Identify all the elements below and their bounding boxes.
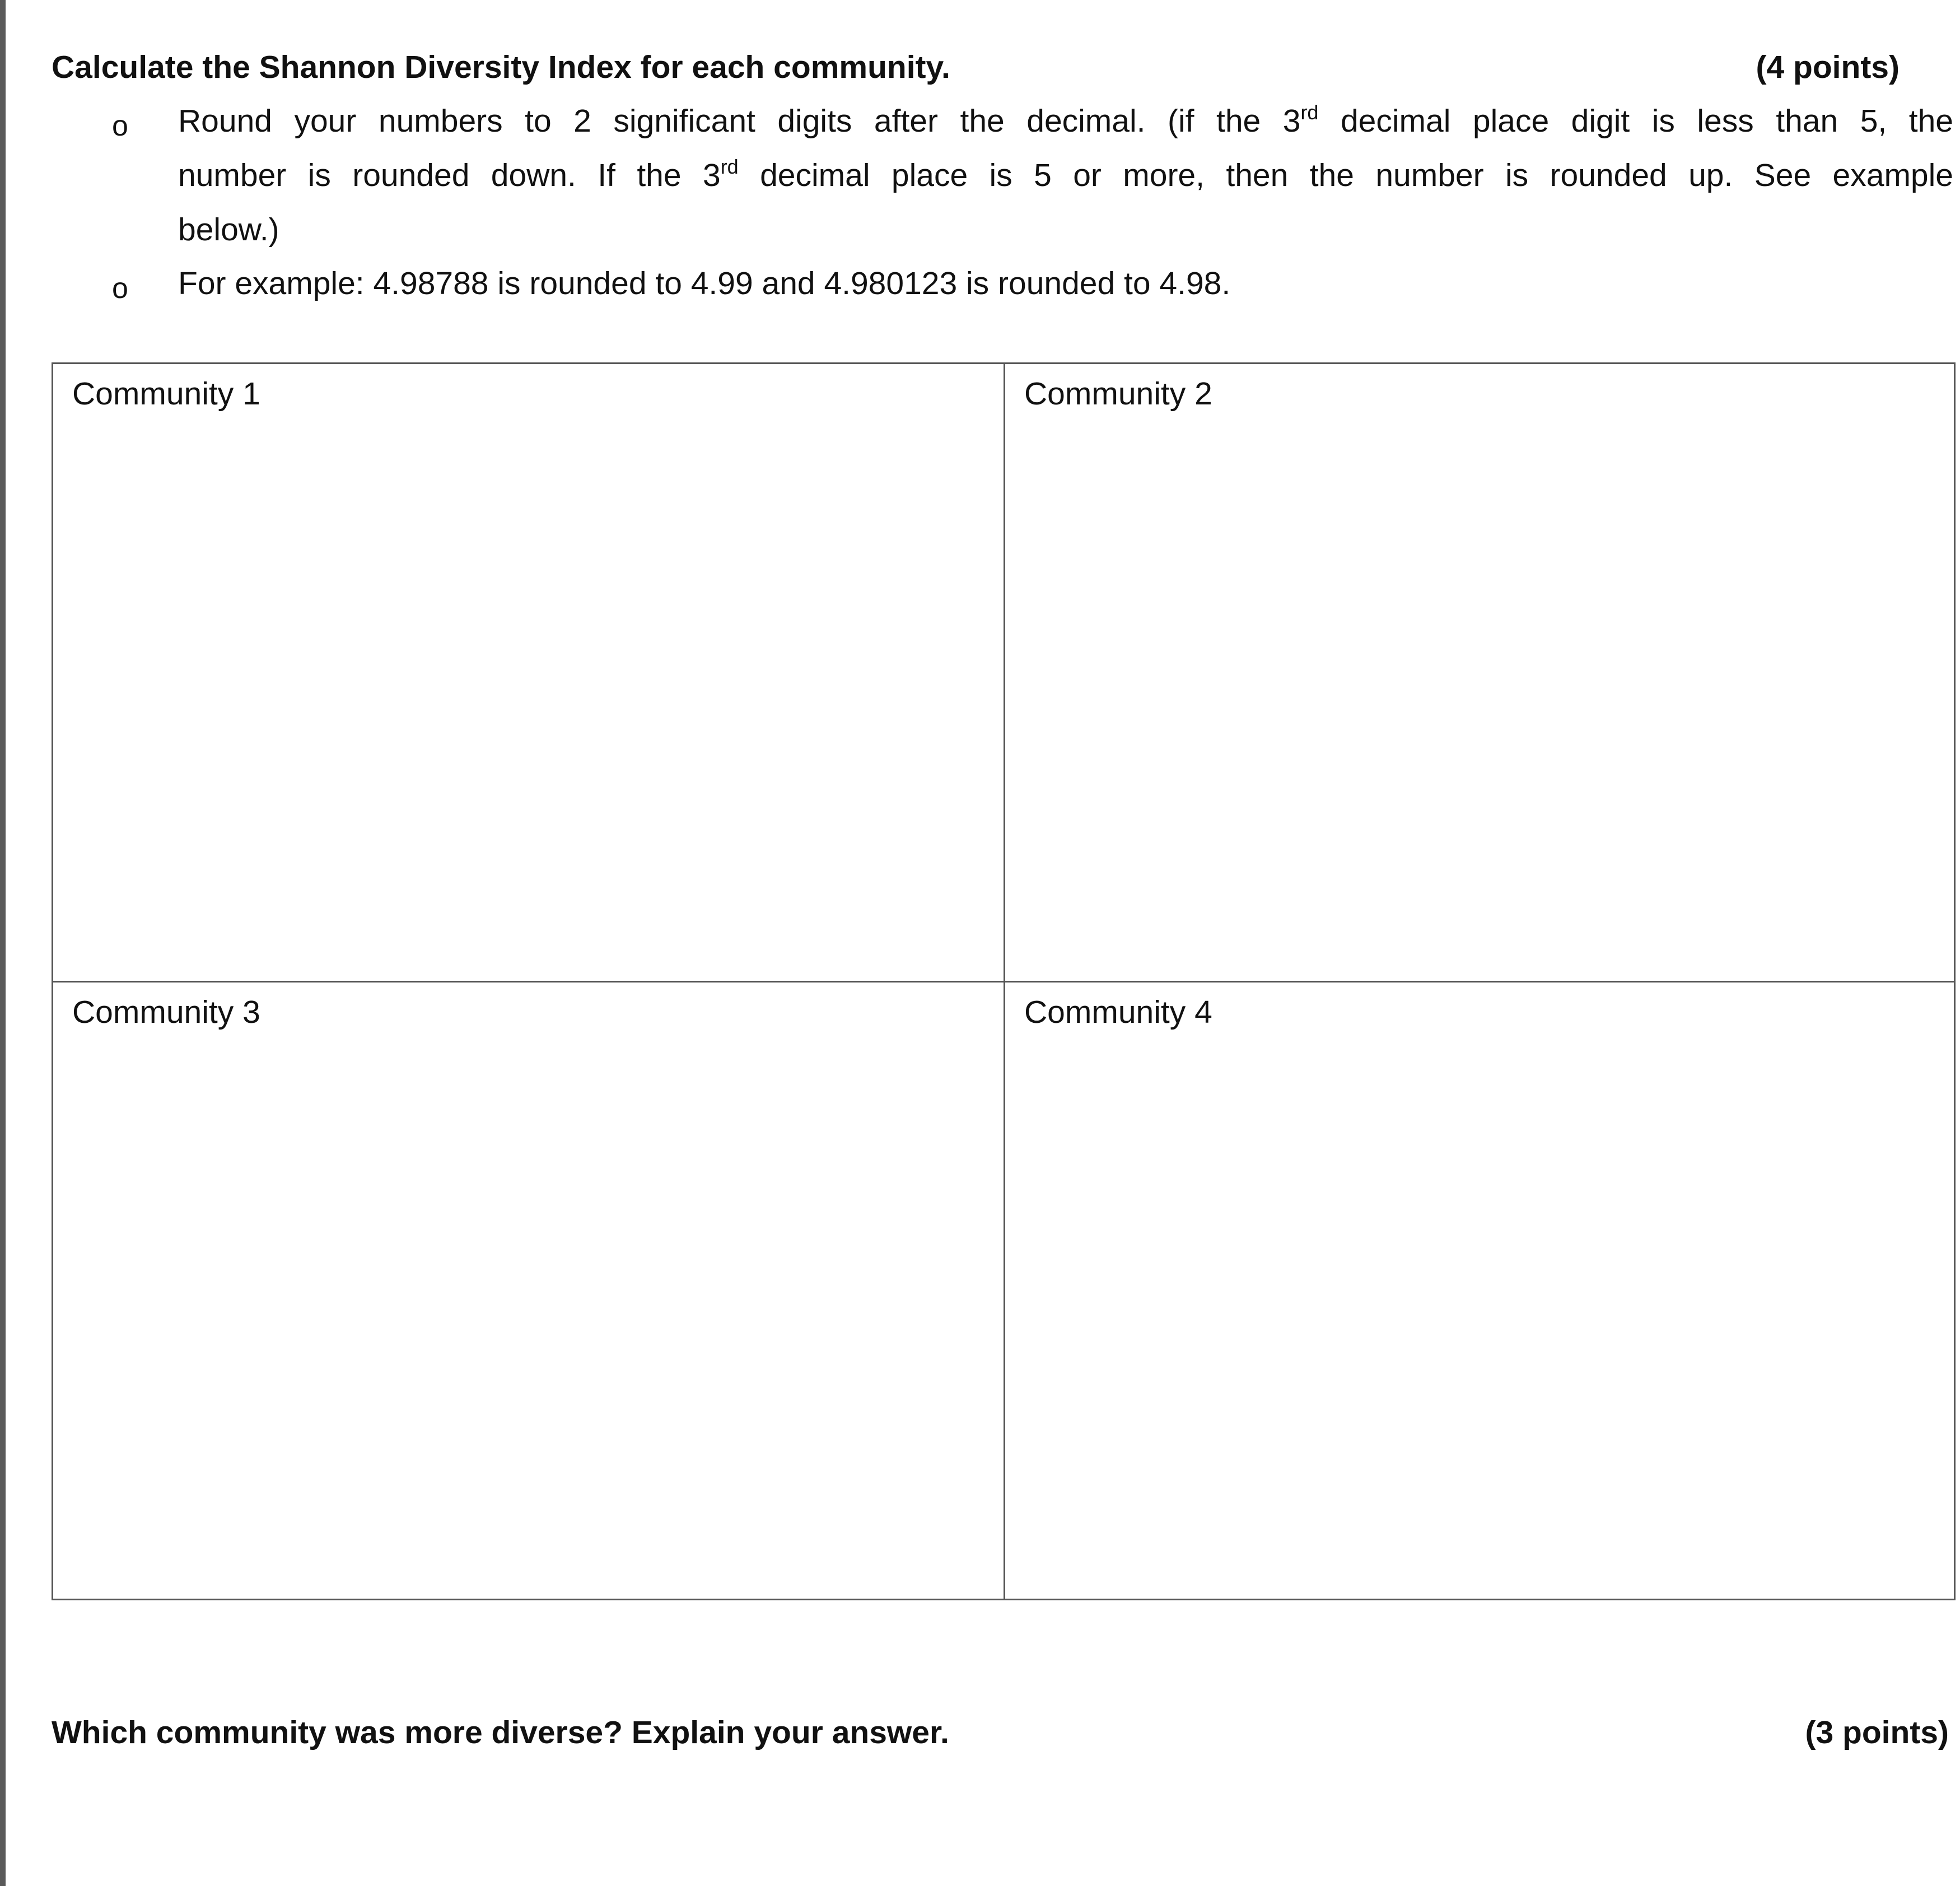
community-3-label: Community 3 <box>72 994 260 1030</box>
community-2-answer-box[interactable] <box>1005 364 1954 982</box>
page-left-edge <box>0 0 6 1886</box>
rounding-instruction <box>178 94 1953 257</box>
bullet-marker: o <box>112 110 128 142</box>
question-2-text: Which community was more diverse? Explain your answer. <box>52 1715 949 1750</box>
question-1-text: Calculate the Shannon Diversity Index for each community. <box>52 49 950 85</box>
rounding-instruction-line-2: number is rounded down. If the 3rd decimal place is 5 or more, then the number is rounded up. See example <box>178 155 1953 193</box>
community-1-label: Community 1 <box>72 376 260 412</box>
question-1-points: (4 points) <box>1756 49 1900 85</box>
rounding-instruction-line-1: Round your numbers to 2 significant digits after the decimal. (if the 3rd decimal place digit is less than 5, the <box>178 101 1953 139</box>
question-2-heading <box>52 1707 1949 1758</box>
rounding-example <box>178 257 1953 311</box>
community-4-label: Community 4 <box>1024 994 1212 1030</box>
community-2-label: Community 2 <box>1024 376 1212 412</box>
community-3-answer-box[interactable] <box>53 982 1005 1599</box>
question-2-points: (3 points) <box>1805 1715 1949 1750</box>
bullet-marker: o <box>112 272 128 305</box>
rounding-instruction-line-3: below.) <box>178 212 279 248</box>
community-1-answer-box[interactable] <box>53 364 1005 982</box>
rounding-example-text: For example: 4.98788 is rounded to 4.99 and 4.980123 is rounded to 4.98. <box>178 266 1231 301</box>
question-1-heading <box>52 42 1900 92</box>
community-4-answer-box[interactable] <box>1005 982 1954 1599</box>
community-answer-table <box>52 362 1956 1600</box>
